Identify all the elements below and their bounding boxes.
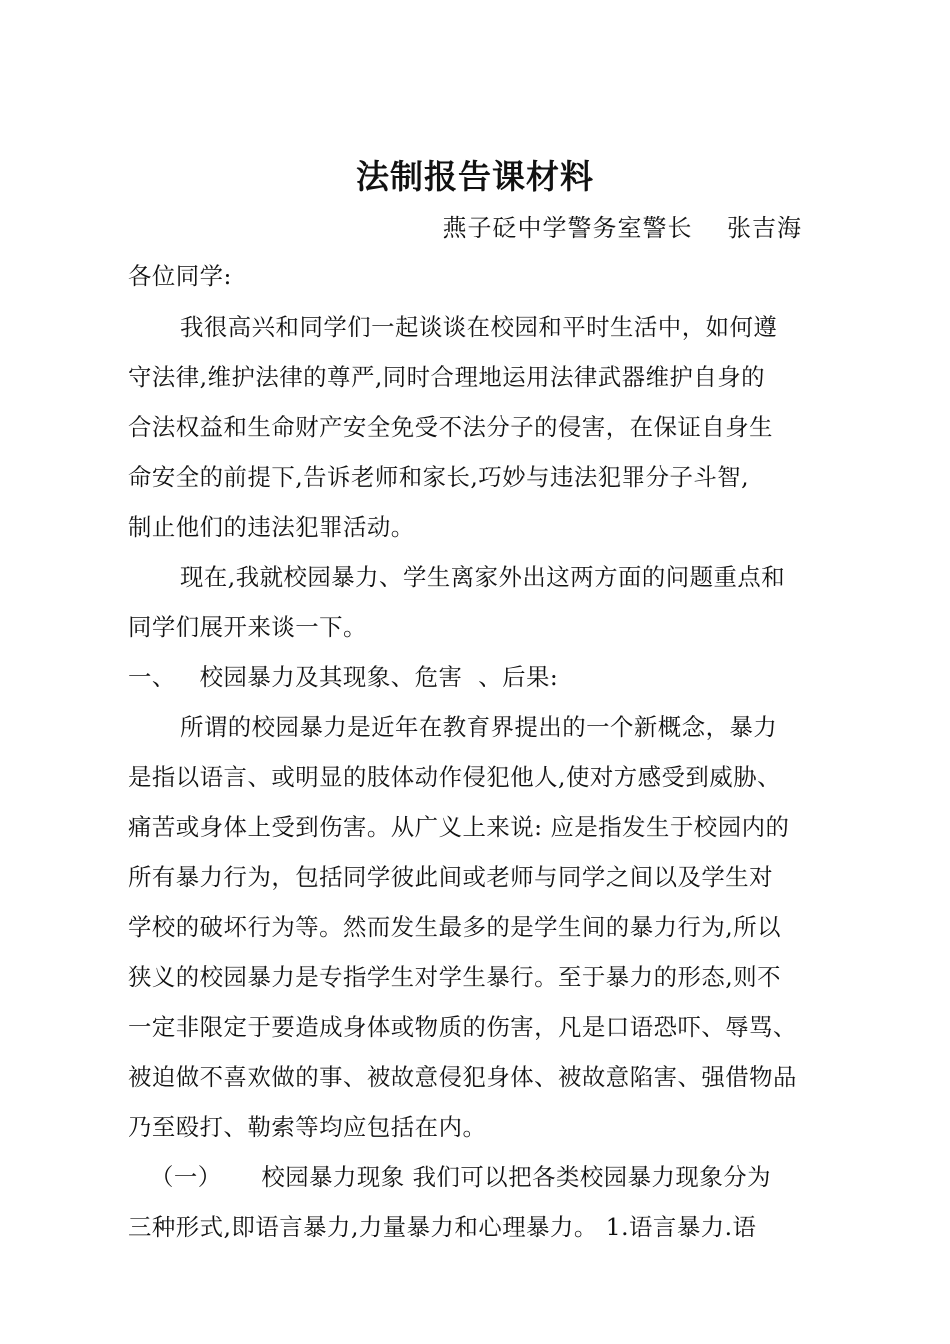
- paragraph-line: 守法律,维护法律的尊严,同时合理地运用法律武器维护自身的: [128, 363, 766, 391]
- paragraph-line: 同学们展开来谈一下。: [128, 613, 367, 641]
- document-title: 法制报告课材料: [356, 157, 594, 196]
- paragraph-line: 一定非限定于要造成身体或物质的伤害，凡是口语恐吓、辱骂、: [128, 1013, 797, 1041]
- paragraph-line: 三种形式,即语言暴力,力量暴力和心理暴力。 1.语言暴力.语: [128, 1213, 757, 1241]
- paragraph-line: 是指以语言、或明显的肢体动作侵犯他人,使对方感受到威胁、: [128, 763, 781, 791]
- paragraph-line: 合法权益和生命财产安全免受不法分子的侵害，在保证自身生: [128, 413, 774, 441]
- section-heading: 一、 校园暴力及其现象、危害 、后果:: [128, 663, 559, 691]
- salutation: 各位同学:: [128, 262, 232, 290]
- paragraph-line: 所谓的校园暴力是近年在教育界提出的一个新概念，暴力: [180, 713, 778, 741]
- paragraph-line: 学校的破坏行为等。然而发生最多的是学生间的暴力行为,所以: [128, 913, 781, 941]
- paragraph-line: 所有暴力行为，包括同学彼此间或老师与同学之间以及学生对: [128, 863, 774, 891]
- subsection-heading-line: （一） 校园暴力现象 我们可以把各类校园暴力现象分为: [150, 1163, 771, 1191]
- paragraph-line: 被迫做不喜欢做的事、被故意侵犯身体、被故意陷害、强借物品: [128, 1063, 797, 1091]
- paragraph-line: 狭义的校园暴力是专指学生对学生暴行。至于暴力的形态,则不: [128, 963, 781, 991]
- paragraph-line: 制止他们的违法犯罪活动。: [128, 513, 415, 541]
- paragraph-line: 痛苦或身体上受到伤害。从广义上来说: 应是指发生于校园内的: [128, 813, 790, 841]
- paragraph-line: 我很高兴和同学们一起谈谈在校园和平时生活中，如何遵: [180, 313, 778, 341]
- author-line: 燕子砭中学警务室警长 张吉海: [442, 214, 802, 242]
- paragraph-line: 乃至殴打、勒索等均应包括在内。: [128, 1113, 487, 1141]
- paragraph-line: 现在,我就校园暴力、学生离家外出这两方面的问题重点和: [180, 563, 786, 591]
- paragraph-line: 命安全的前提下,告诉老师和家长,巧妙与违法犯罪分子斗智,: [128, 463, 750, 491]
